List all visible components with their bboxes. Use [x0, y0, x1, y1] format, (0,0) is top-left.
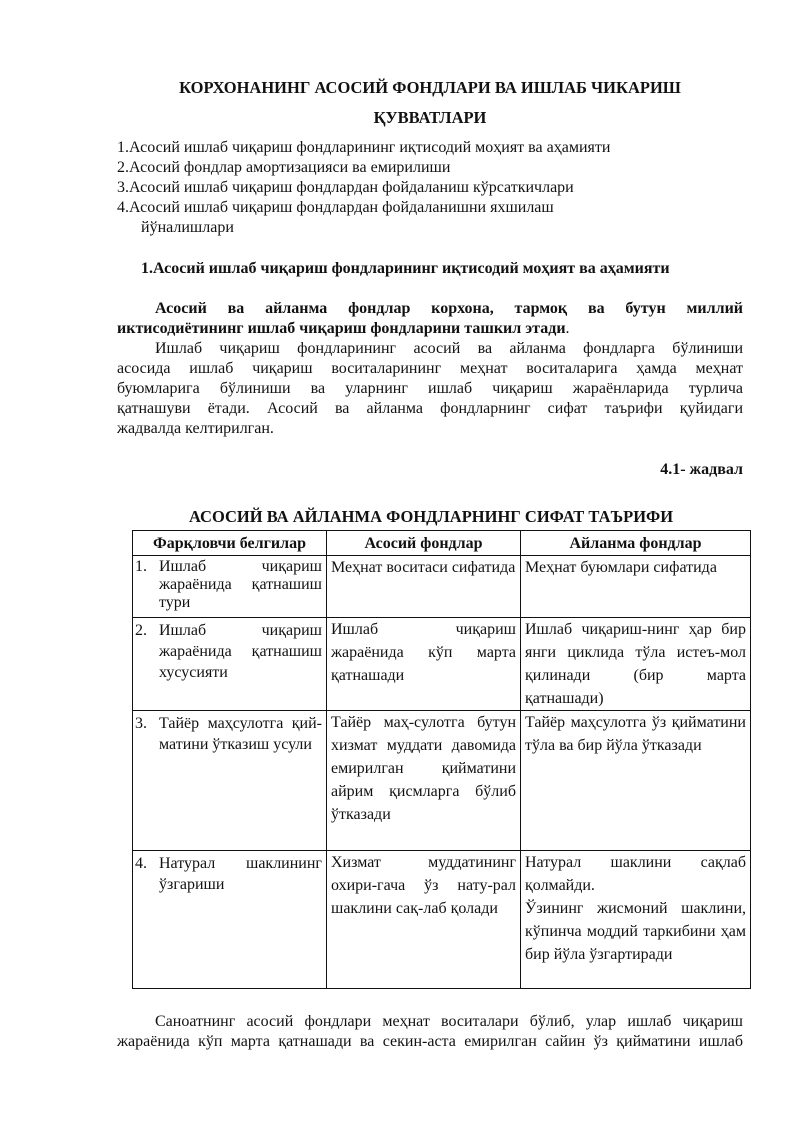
feature-text: Натурал шаклининг ўзгариши	[159, 855, 322, 893]
circulating-funds-cell	[521, 851, 751, 989]
circulating-funds-text-1: Натурал шаклини сақлаб қолмайди.	[525, 854, 746, 894]
outline-item-2: 2.Асосий фондлар амортизацияси ва емирилиши	[117, 159, 451, 176]
feature-cell	[133, 618, 327, 711]
table-row	[133, 851, 751, 989]
bold-paragraph-period: .	[565, 320, 570, 337]
outline-item-4: 4.Асосий ишлаб чиқариш фондлардан фойдаланишни яхшилаш	[117, 199, 554, 216]
circulating-funds-cell: Тайёр маҳсулотга ўз қийматини тўла ва бир йўла ўтказади	[521, 711, 751, 851]
outline-item-4-continuation: йўналишлари	[141, 219, 234, 236]
paragraph-2-line-3: буюмларига бўлиниши ва уларнинг ишлаб чиқариш жараёнларида турлича	[117, 380, 743, 397]
page-title-line-2: ҚУВВАТЛАРИ	[373, 108, 487, 127]
feature-text: Ишлаб чиқариш жараёнида қатнашиш тури	[159, 558, 322, 611]
feature-text: Тайёр маҳсулотга қий-матини ўтказиш усули	[159, 715, 322, 753]
paragraph-2-line-5: жадвалда келтирилган.	[117, 420, 274, 437]
table-row	[133, 711, 751, 851]
page-title-line-1: КОРХОНАНИНГ АСОСИЙ ФОНДЛАРИ ВА ИШЛАБ ЧИКАРИШ	[179, 78, 681, 97]
basic-funds-cell: Меҳнат воситаси сифатида	[327, 556, 521, 618]
comparison-table	[132, 530, 751, 989]
row-number: 3.	[135, 715, 147, 732]
table-header-row	[133, 531, 751, 556]
row-number: 2.	[135, 622, 147, 639]
table-row	[133, 618, 751, 711]
basic-funds-cell: Тайёр маҳ-сулотга бутун хизмат муддати давомида емирилган қийматини айрим қисмларга бўлиб ўтказади	[327, 711, 521, 851]
feature-cell	[133, 711, 327, 851]
feature-cell	[133, 851, 327, 989]
circulating-funds-text-2: Ўзининг жисмоний шаклини, кўпинча моддий таркибини ҳам бир йўла ўзгартиради	[525, 900, 746, 963]
section-heading: 1.Асосий ишлаб чиқариш фондларининг иқтисодий моҳият ва аҳамияти	[141, 260, 670, 277]
bold-paragraph-line-2	[117, 319, 570, 339]
row-number: 4.	[135, 855, 147, 872]
feature-cell	[133, 556, 327, 618]
header-basic-funds: Асосий фондлар	[327, 531, 521, 556]
outline-item-3: 3.Асосий ишлаб чиқариш фондлардан фойдаланиш кўрсаткичлари	[117, 179, 574, 196]
bold-paragraph-text: иктисодиётининг ишлаб чиқариш фондларини ташкил этади	[117, 320, 566, 337]
paragraph-2-line-2: асосида ишлаб чиқариш воситаларининг меҳнат воситаларига ҳамда меҳнат	[117, 360, 743, 377]
table-row	[133, 556, 751, 618]
bold-paragraph-line-1: Асосий ва айланма фондлар корхона, тармоқ ва бутун миллий	[155, 300, 743, 317]
final-paragraph-line-1: Саноатнинг асосий фондлари меҳнат воситалари бўлиб, улар ишлаб чиқариш	[155, 1013, 743, 1030]
circulating-funds-cell: Ишлаб чиқариш-нинг ҳар бир янги циклида тўла истеъ-мол қилинади (бир марта қатнашади)	[521, 618, 751, 711]
table-title: АСОСИЙ ВА АЙЛАНМА ФОНДЛАРНИНГ СИФАТ ТАЪРИФИ	[188, 507, 674, 526]
feature-text: Ишлаб чиқариш жараёнида қатнашиш хусусияти	[159, 622, 322, 681]
table-label: 4.1- жадвал	[660, 461, 743, 478]
paragraph-2-line-4: қатнашуви ётади. Асосий ва айланма фондларнинг сифат таърифи қуйидаги	[117, 400, 743, 417]
paragraph-2-line-1: Ишлаб чиқариш фондларининг асосий ва айланма фондларга бўлиниши	[155, 340, 743, 357]
outline-item-1: 1.Асосий ишлаб чиқариш фондларининг иқтисодий моҳият ва аҳамияти	[117, 139, 611, 156]
circulating-funds-cell: Меҳнат буюмлари сифатида	[521, 556, 751, 618]
header-distinguishing-features: Фарқловчи белгилар	[133, 531, 327, 556]
header-circulating-funds: Айланма фондлар	[521, 531, 751, 556]
final-paragraph-line-2: жараёнида кўп марта қатнашади ва секин-аста емирилган сайин ўз қийматини ишлаб	[117, 1033, 743, 1050]
basic-funds-cell: Ишлаб чиқариш жараёнида кўп марта қатнашади	[327, 618, 521, 711]
basic-funds-cell: Хизмат муддатининг охири-гача ўз нату-рал шаклини сақ-лаб қолади	[327, 851, 521, 989]
row-number: 1.	[135, 558, 147, 575]
